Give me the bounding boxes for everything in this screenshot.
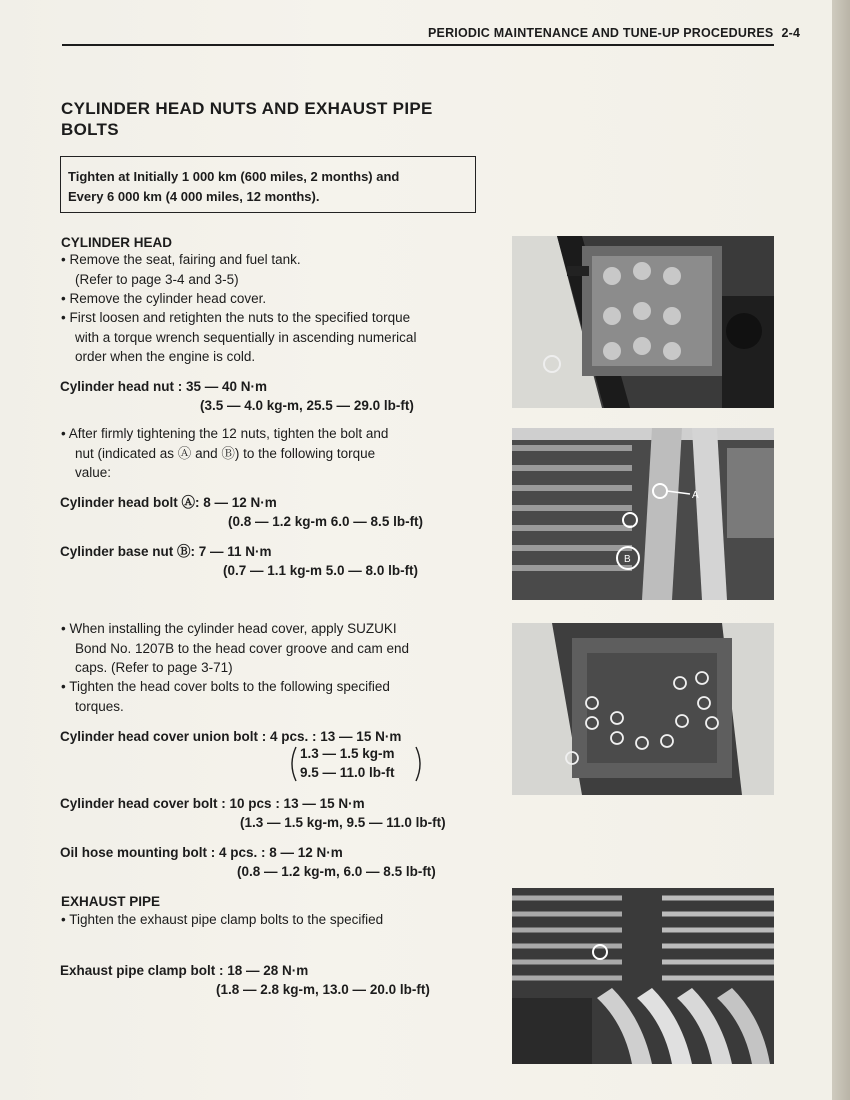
bullet-text: Tighten the exhaust pipe clamp bolts to the specified [69, 912, 384, 927]
photo-bolt-a-nut-b [512, 428, 774, 600]
section-title-line1: CYLINDER HEAD NUTS AND EXHAUST PIPE [61, 99, 433, 118]
bullet-text: Bond No. 1207B to the head cover groove and cam end [75, 640, 409, 656]
header-section-title: PERIODIC MAINTENANCE AND TUNE-UP PROCEDURES [428, 26, 774, 40]
label-a: A [692, 490, 699, 501]
bullet-text: with a torque wrench sequentially in ascending numerical [75, 329, 417, 345]
head-bolt-a-spec: Cylinder head bolt Ⓐ: 8 — 12 N·m [60, 495, 277, 510]
cover-bolt-conv: (1.3 — 1.5 kg-m, 9.5 — 11.0 lb-ft) [240, 815, 446, 830]
bullet-loosen-retighten: • First loosen and retighten the nuts to the specified torque with a torque wrench sequentially in ascending numerical order when the engine is cold. [61, 310, 417, 364]
bullet-text: After firmly tightening the 12 nuts, tighten the bolt and [68, 426, 389, 441]
head-nut-spec-conv: (3.5 — 4.0 kg-m, 25.5 — 29.0 lb-ft) [200, 398, 414, 413]
section-title [61, 98, 481, 140]
running-header [428, 26, 801, 40]
base-nut-b-spec: Cylinder base nut Ⓑ: 7 — 11 N·m [60, 544, 272, 559]
oil-hose-bolt-spec: Oil hose mounting bolt : 4 pcs. : 8 — 12 N·m [60, 845, 343, 860]
base-nut-b-conv: (0.7 — 1.1 kg-m 5.0 — 8.0 lb-ft) [223, 563, 419, 578]
interval-line1: Tighten at Initially 1 000 km (600 miles, 2 months) and [68, 169, 400, 184]
exhaust-pipe-heading: EXHAUST PIPE [61, 894, 161, 909]
bullet-tighten-cover: • Tighten the head cover bolts to the following specified torques. [61, 679, 390, 714]
cylinder-head-heading: CYLINDER HEAD [61, 235, 173, 250]
union-bolt-conv-kgm: 1.3 — 1.5 kg-m [300, 746, 395, 761]
union-bolt-conv-bracket [286, 744, 426, 784]
exhaust-clamp-conv: (1.8 — 2.8 kg-m, 13.0 — 20.0 lb-ft) [216, 982, 430, 997]
bullet-text: Tighten the head cover bolts to the following specified [69, 679, 390, 694]
head-nut-spec: Cylinder head nut : 35 — 40 N·m [60, 379, 268, 394]
label-b: B [624, 554, 631, 565]
bullet-remove-seat: • Remove the seat, fairing and fuel tank. (Refer to page 3-4 and 3-5) [61, 252, 301, 287]
photo-exhaust-clamp [512, 888, 774, 1064]
bullet-text: When installing the cylinder head cover, apply SUZUKI [69, 621, 397, 636]
union-bolt-spec: Cylinder head cover union bolt : 4 pcs. : 13 — 15 N·m [60, 729, 402, 744]
page-edge-shadow [832, 0, 850, 1100]
header-page-number: 2-4 [781, 26, 801, 40]
section-title-line2: BOLTS [61, 120, 119, 139]
bullet-exhaust-clamp: • Tighten the exhaust pipe clamp bolts to the specified [61, 912, 384, 927]
bullet-install-cover: • When installing the cylinder head cover, apply SUZUKI Bond No. 1207B to the head cover groove and cam end caps. (Refer to page 3-71) [61, 621, 409, 675]
photo-head-cover-bolts [512, 623, 774, 795]
head-bolt-a-conv: (0.8 — 1.2 kg-m 6.0 — 8.5 lb-ft) [228, 514, 424, 529]
bullet-text: Remove the seat, fairing and fuel tank. [69, 252, 301, 267]
exhaust-clamp-spec: Exhaust pipe clamp bolt : 18 — 28 N·m [60, 963, 309, 978]
bullet-text: order when the engine is cold. [75, 349, 256, 364]
bullet-text: value: [75, 465, 112, 480]
bullet-after-tightening: • After firmly tightening the 12 nuts, tighten the bolt and nut (indicated as Ⓐ and Ⓑ) to the following torque value: [61, 426, 389, 480]
bullet-text: First loosen and retighten the nuts to the specified torque [69, 310, 411, 325]
bullet-text: torques. [75, 698, 124, 714]
interval-line2: Every 6 000 km (4 000 miles, 12 months). [68, 189, 320, 204]
union-bolt-conv-lbft: 9.5 — 11.0 lb-ft [300, 765, 395, 780]
interval-box [60, 156, 476, 213]
bullet-text: Remove the cylinder head cover. [69, 291, 267, 306]
bullet-text: nut (indicated as Ⓐ and Ⓑ) to the following torque [75, 445, 376, 461]
oil-hose-bolt-conv: (0.8 — 1.2 kg-m, 6.0 — 8.5 lb-ft) [237, 864, 436, 879]
bullet-text: (Refer to page 3-4 and 3-5) [75, 271, 239, 287]
photo-cylinder-head-nuts [512, 236, 774, 408]
bullet-remove-cover: • Remove the cylinder head cover. [61, 291, 267, 306]
header-rule [62, 44, 774, 46]
cover-bolt-spec: Cylinder head cover bolt : 10 pcs : 13 — 15 N·m [60, 796, 365, 811]
bullet-text: caps. (Refer to page 3-71) [75, 660, 233, 675]
